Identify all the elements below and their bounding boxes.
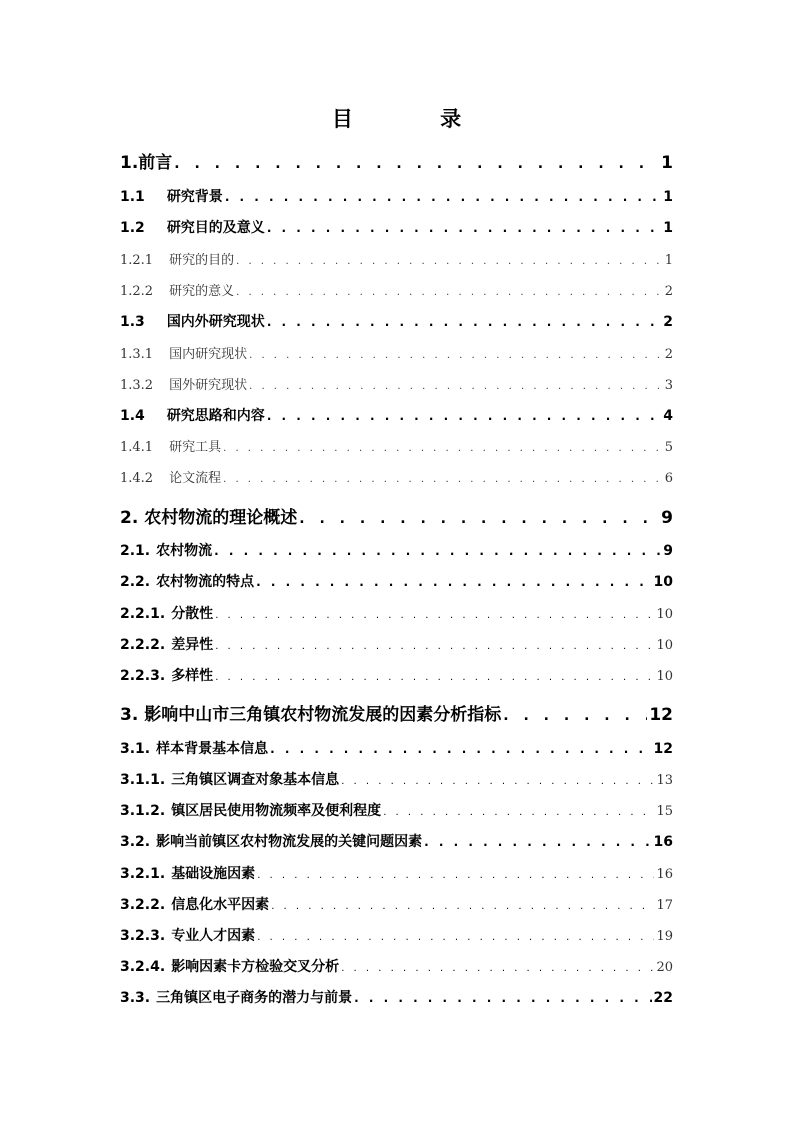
toc-entry[interactable] [120,405,673,425]
dot-leader [223,474,663,485]
toc-entry-label [120,540,212,560]
toc-entry-label [120,186,223,206]
toc-entry-number: 1.3.2 [120,378,154,393]
toc-entry-page: 2 [664,347,673,362]
toc-entry-label [120,863,255,883]
toc-entry-number: 3. [120,705,139,725]
toc-entry-number: 2.2.3. [120,668,166,684]
toc-entry-page: 12 [653,741,673,757]
toc-entry-label [120,769,339,789]
toc-entry-page: 1 [663,220,673,236]
toc-entry[interactable] [120,831,673,851]
toc-entry-label [120,503,297,528]
toc-entry-text: 国内研究现状 [169,347,248,362]
toc-entry-number: 1.2.1 [120,253,154,268]
toc-entry-page: 12 [649,705,673,725]
toc-entry-label [120,603,213,623]
toc-entry-label [120,987,352,1007]
toc-entry-number: 3.1. [120,741,151,757]
toc-entry-text: 影响因素卡方检验交叉分析 [171,959,340,975]
dot-leader [267,221,661,235]
toc-entry[interactable] [120,769,673,789]
toc-entry-page: 1 [664,253,673,268]
toc-entry-label [120,148,172,173]
toc-entry[interactable] [120,186,673,206]
toc-entry[interactable] [120,249,673,268]
toc-entry-text: 国外研究现状 [169,378,248,393]
dot-leader [271,901,654,912]
toc-entry-label [120,800,381,820]
toc-entry-label [120,894,269,914]
toc-entry-page: 16 [656,867,673,882]
toc-entry-number: 1.3.1 [120,347,154,362]
toc-entry-text: 分散性 [171,606,214,622]
toc-entry-label [120,405,265,425]
toc-entry-label [120,217,265,237]
toc-entry-page: 1 [661,153,673,173]
toc-entry-label [120,280,234,299]
dot-leader [215,641,654,652]
toc-entry[interactable] [120,540,673,560]
toc-entry[interactable] [120,863,673,883]
toc-entry-number: 1. [120,153,139,173]
toc-entry[interactable] [120,700,673,725]
toc-entry-text: 农村物流的理论概述 [144,508,298,528]
toc-entry-text: 影响当前镇区农村物流发展的关键问题因素 [156,834,423,850]
dot-leader [236,256,663,267]
toc-entry-page: 4 [663,408,673,424]
toc-entry-page: 3 [664,378,673,393]
toc-entry-text: 农村物流 [156,543,213,559]
toc-entry-label [120,374,247,393]
toc-entry[interactable] [120,280,673,299]
toc-entry-number: 3.2.2. [120,897,166,913]
toc-entry-number: 3.2.3. [120,928,166,944]
toc-entry-text: 基础设施因素 [171,866,256,882]
toc-entry[interactable] [120,925,673,945]
toc-entry[interactable] [120,374,673,393]
toc-entry-number: 2.2.1. [120,606,166,622]
dot-leader [223,443,663,454]
dot-leader [267,409,661,423]
toc-entry-text: 论文流程 [169,471,222,486]
toc-entry-number: 2.1. [120,543,151,559]
toc-entry[interactable] [120,148,673,173]
toc-entry[interactable] [120,311,673,331]
toc-entry-text: 研究背景 [166,189,223,205]
toc-entry[interactable] [120,956,673,976]
dot-leader [503,708,647,724]
toc-entry-text: 三角镇区电子商务的潜力与前景 [156,990,353,1006]
toc-entry[interactable] [120,503,673,528]
toc-entry-label [120,634,213,654]
dot-leader [270,742,651,756]
toc-entry-text: 农村物流的特点 [156,574,255,590]
toc-entry-text: 研究工具 [169,440,222,455]
toc-entry-text: 研究思路和内容 [166,408,265,424]
toc-entry-page: 20 [656,960,673,975]
toc-entry-label [120,925,255,945]
dot-leader [257,870,654,881]
toc-entry-number: 2.2.2. [120,637,166,653]
toc-entry-page: 2 [663,314,673,330]
dot-leader [256,575,651,589]
toc-entry[interactable] [120,894,673,914]
toc-entry-page: 17 [656,898,673,913]
toc-entry-page: 9 [661,508,673,528]
toc-entry-page: 16 [653,834,673,850]
toc-entry-text: 影响中山市三角镇农村物流发展的因素分析指标 [144,705,502,725]
dot-leader [341,963,654,974]
toc-entry-text: 三角镇区调查对象基本信息 [171,772,340,788]
toc-entry[interactable] [120,217,673,237]
toc-entry-number: 3.1.1. [120,772,166,788]
dot-leader [257,932,654,943]
toc-entry-page: 10 [656,669,673,684]
toc-entry-number: 3.2. [120,834,151,850]
page-title: 目 录 [331,107,502,131]
toc-entry[interactable] [120,343,673,362]
toc-entry[interactable] [120,800,673,820]
dot-leader [341,776,654,787]
toc-entry-number: 2.2. [120,574,151,590]
toc-entry[interactable] [120,738,673,758]
toc-entry-text: 信息化水平因素 [171,897,270,913]
toc-entry-text: 研究的意义 [169,284,235,299]
toc-entry[interactable] [120,436,673,455]
toc-entry-label [120,249,234,268]
toc-entry-number: 3.3. [120,990,151,1006]
toc-entry-page: 5 [664,440,673,455]
toc-entry-page: 2 [664,284,673,299]
dot-leader [424,835,651,849]
dot-leader [267,315,661,329]
toc-entry-label [120,956,339,976]
toc-entry-page: 6 [664,471,673,486]
toc-entry-number: 3.2.1. [120,866,166,882]
toc-entry-label [120,738,268,758]
dot-leader [249,381,663,392]
dot-leader [236,287,663,298]
toc-entry-page: 13 [656,773,673,788]
toc-entry-page: 9 [663,543,673,559]
toc-entry-label [120,700,501,725]
toc-entry-label [120,831,422,851]
toc-entry-text: 样本背景基本信息 [156,741,269,757]
dot-leader [383,807,654,818]
dot-leader [215,672,654,683]
toc-entry[interactable] [120,571,673,591]
toc-entry-label [120,343,247,362]
dot-leader [299,511,659,527]
toc-entry-label [120,571,254,591]
toc-entry-number: 3.2.4. [120,959,166,975]
toc-entry-page: 19 [656,929,673,944]
toc-entry-page: 1 [663,189,673,205]
toc-entry-label [120,665,213,685]
toc-entry-text: 镇区居民使用物流频率及便利程度 [171,803,382,819]
dot-leader [214,544,661,558]
dot-leader [215,610,654,621]
toc-entry-label [120,467,221,486]
dot-leader [249,350,663,361]
toc-entry-number: 2. [120,508,139,528]
toc-entry-text: 国内外研究现状 [166,314,265,330]
toc-entry[interactable] [120,603,673,623]
toc-entry-number: 1.2 [120,220,145,236]
toc-entry-page: 10 [653,574,673,590]
toc-entry-page: 22 [653,990,673,1006]
toc-entry-text: 多样性 [171,668,214,684]
dot-leader [225,190,661,204]
toc-entry-text: 专业人才因素 [171,928,256,944]
dot-leader [174,156,659,172]
toc-entry[interactable] [120,665,673,685]
toc-entry-page: 10 [656,607,673,622]
toc-entry-number: 1.1 [120,189,145,205]
toc-entry[interactable] [120,634,673,654]
toc-entry[interactable] [120,467,673,486]
toc-entry-page: 10 [656,638,673,653]
toc-entry-page: 15 [656,804,673,819]
toc-entry-label [120,311,265,331]
toc-entry-number: 1.4 [120,408,145,424]
toc-entry-number: 3.1.2. [120,803,166,819]
toc-entry-text: 研究目的及意义 [166,220,265,236]
toc-entry[interactable] [120,987,673,1007]
toc-entry-number: 1.3 [120,314,145,330]
toc-entry-label [120,436,221,455]
toc-entry-number: 1.4.2 [120,471,154,486]
toc-entry-text: 前言 [138,153,173,173]
toc-entry-text: 研究的目的 [169,253,235,268]
toc-entry-text: 差异性 [171,637,214,653]
toc-entry-number: 1.2.2 [120,284,154,299]
toc-entry-number: 1.4.1 [120,440,154,455]
dot-leader [354,991,651,1005]
